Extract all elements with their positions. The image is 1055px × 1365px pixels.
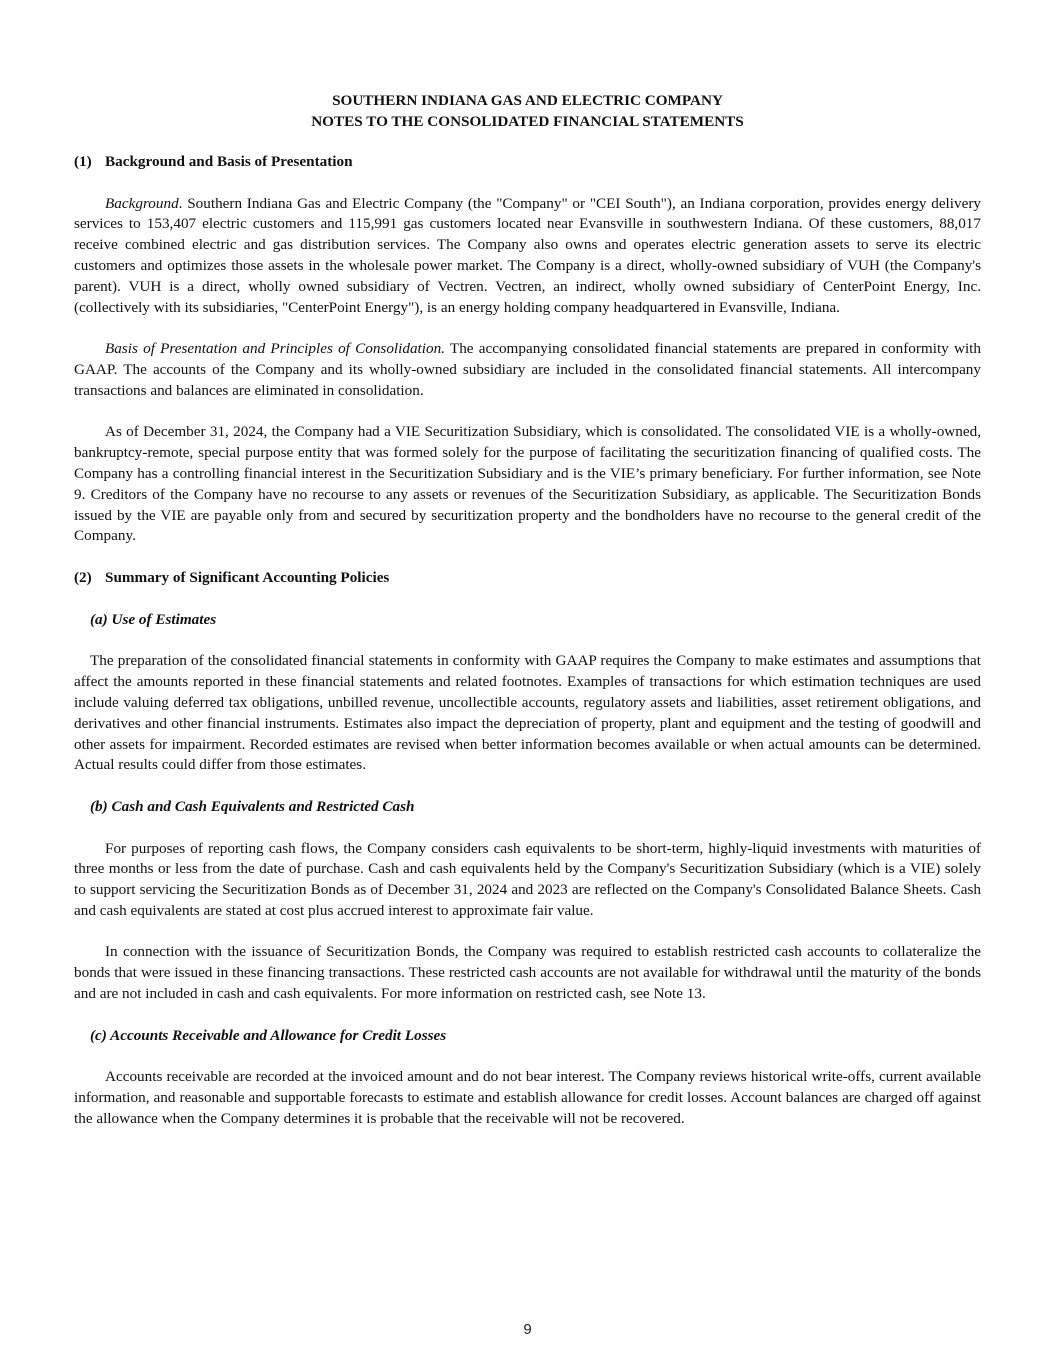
paragraph-vie	[74, 422, 981, 547]
paragraph-basis-of-presentation	[74, 339, 981, 401]
section-number: (1)	[74, 153, 92, 170]
subsection-heading-a: (a) Use of Estimates	[90, 610, 217, 628]
section-heading-1	[74, 152, 981, 173]
paragraph-accounts-receivable: Accounts receivable are recorded at the invoiced amount and do not bear interest. The Company reviews historical write-offs, current available information, and reasonable and supportable forecasts to estimate and establish allowance for credit losses. Account balances are charged off against the allowance when the Company determines it is probable that the receivable will not be recovered.	[74, 1068, 981, 1127]
paragraph-lead: Basis of Presentation and Principles of Consolidation.	[105, 340, 445, 358]
paragraph-restricted-cash: In connection with the issuance of Securitization Bonds, the Company was required to establish restricted cash accounts to collateralize the bonds that were issued in these financing transactions. These restricted cash accounts are not available for withdrawal until the maturity of the bonds and are not included in cash and cash equivalents. For more information on restricted cash, see Note 13.	[74, 943, 981, 1003]
paragraph-lead: Background	[105, 194, 179, 212]
section-title: Summary of Significant Accounting Policies	[105, 569, 390, 587]
paragraph-cash-equivalents: For purposes of reporting cash flows, the Company considers cash equivalents to be short-term, highly-liquid investments with maturities of three months or less from the date of purchase. Cash and cash equivalents held by the Company's Securitization Subsidiary (which is a VIE) solely to support servicing the Securitization Bonds as of December 31, 2024 and 2023 are reflected on the Company's Consolidated Balance Sheets. Cash and cash equivalents are stated at cost plus accrued interest to approximate fair value.	[74, 839, 981, 919]
document-title: NOTES TO THE CONSOLIDATED FINANCIAL STATEMENTS	[311, 113, 744, 130]
subsection-heading-c: (c) Accounts Receivable and Allowance for Credit Losses	[90, 1026, 447, 1044]
paragraph-use-of-estimates: The preparation of the consolidated financial statements in conformity with GAAP requires the Company to make estimates and assumptions that affect the amounts reported in these financial statements and related footnotes. Examples of transactions for which estimation techniques are used include valuing deferred tax obligations, unbilled revenue, uncollectible accounts, regulatory assets and liabilities, asset retirement obligations, and derivatives and other financial instruments. Estimates also impact the depreciation of property, plant and equipment and the testing of goodwill and other assets for impairment. Recorded estimates are revised when better information becomes available or when actual amounts can be determined. Actual results could differ from those estimates.	[74, 652, 981, 774]
section-title: Background and Basis of Presentation	[105, 153, 353, 170]
paragraph-background	[74, 194, 981, 319]
document-page	[74, 90, 981, 1130]
paragraph-text: . Southern Indiana Gas and Electric Company (the "Company" or "CEI South"), an Indiana corporation, provides energy delivery services to 153,407 electric customers and 115,991 gas customers located near Evansville in southwestern Indiana. Of these customers, 88,017 receive combined electric and gas distribution services. The Company also owns and operates electric generation assets to serve its electric customers and optimizes those assets in the wholesale power market. The Company is a direct, wholly-owned subsidiary of VUH (the Company's parent). VUH is a direct, wholly owned subsidiary of Vectren. Vectren, an indirect, wholly owned subsidiary of CenterPoint Energy, Inc. (collectively with its subsidiaries, "CenterPoint Energy"), is an energy holding company headquartered in Evansville, Indiana.	[74, 194, 981, 316]
paragraph-text: The accompanying consolidated financial statements are prepared in conformity with GAAP. The accounts of the Company and its wholly-owned subsidiary are included in the consolidated financial statements. All intercompany transactions and balances are eliminated in consolidation.	[74, 340, 981, 399]
paragraph-text: As of December 31, 2024, the Company had a VIE Securitization Subsidiary, which is consolidated. The consolidated VIE is a wholly-owned, bankruptcy-remote, special purpose entity that was formed solely for the purpose of facilitating the securitization financing of qualified costs. The Company has a controlling financial interest in the Securitization Subsidiary and is the VIE’s primary beneficiary. For further information, see Note 9. Creditors of the Company have no recourse to any assets or revenues of the Securitization Subsidiary, as applicable. The Securitization Bonds issued by the VIE are payable only from and secured by securitization property and the bondholders have no recourse to the general credit of the Company.	[74, 423, 981, 545]
section-heading-2	[74, 568, 981, 589]
section-number: (2)	[74, 569, 92, 587]
page-number: 9	[523, 1321, 532, 1338]
subsection-heading-b: (b) Cash and Cash Equivalents and Restricted Cash	[90, 797, 415, 815]
company-name: SOUTHERN INDIANA GAS AND ELECTRIC COMPANY	[332, 92, 723, 109]
